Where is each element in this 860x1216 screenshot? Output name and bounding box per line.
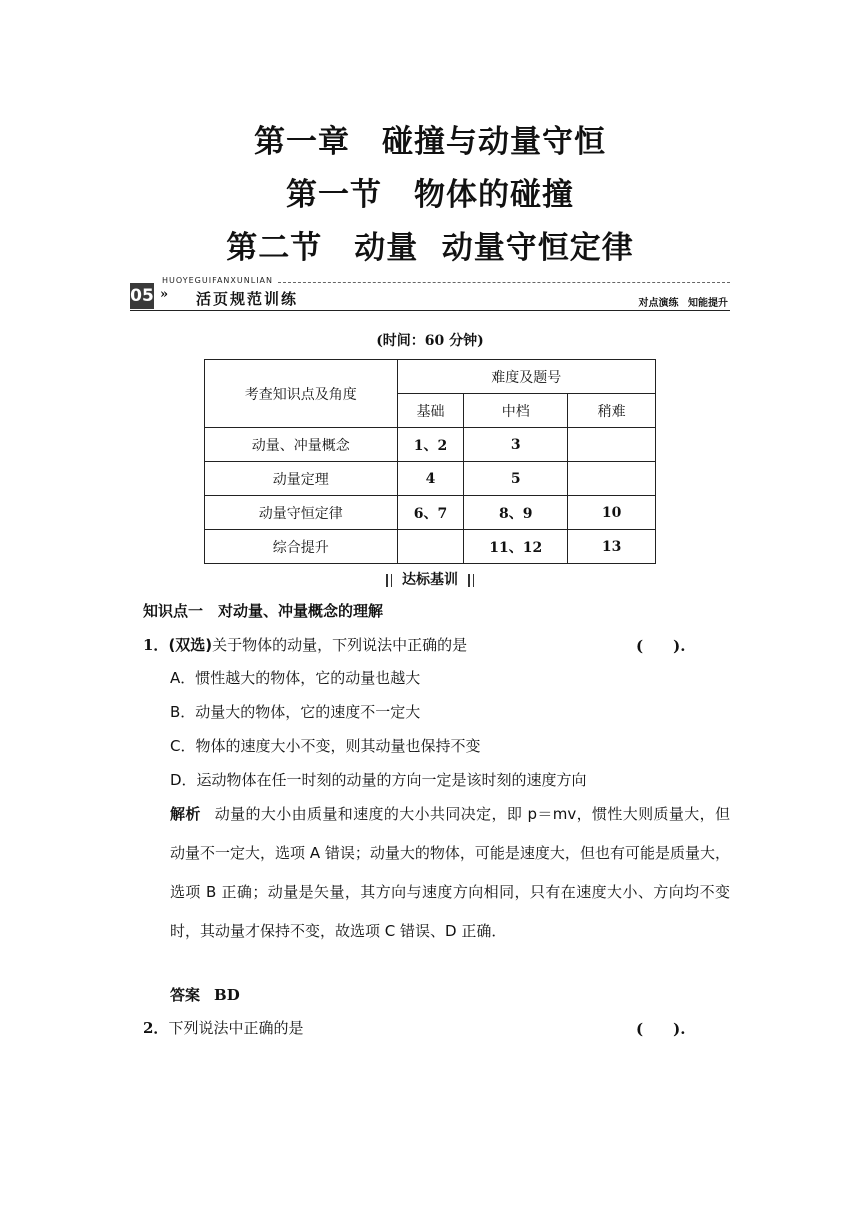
table-cell-basic: 1、2 [397,428,464,462]
section-title-1: 第一节 物体的碰撞 [286,177,574,213]
question-text: 关于物体的动量，下列说法中正确的是 [212,636,468,654]
banner-underline [130,310,730,311]
question-text: 下列说法中正确的是 [168,1019,304,1037]
table-cell-basic: 6、7 [397,496,464,530]
banner-right-text: 对点演练 知能提升 [638,298,728,309]
option-d: D．运动物体在任一时刻的动量的方向一定是该时刻的速度方向 [170,771,587,789]
option-c: C．物体的速度大小不变，则其动量也保持不变 [170,737,481,755]
table-level-basic: 基础 [397,394,464,428]
analysis-text: 动量的大小由质量和速度的大小共同决定，即 p＝mv，惯性大则质量大，但动量不一定大，选项 A 错误；动量大的物体，可能是速度大，但也有可能是质量大，选项 B 正确；动量是矢量，其方向与速度方向相同，只有在速度大小、方向均不变时，其动量才保持不变，故选项 C 错误、D 正确． [170,805,730,940]
time-note: (时间：60 分钟) [376,333,484,349]
question-2-stem [143,1017,303,1038]
section-title-2: 第二节 动量 动量守恒定律 [226,230,634,266]
table-cell-hard [568,462,656,496]
double-bar-icon [468,574,474,587]
question-number: 2． [143,1019,169,1037]
question-number: 1． [143,636,169,654]
banner-dashed-line [278,282,730,283]
difficulty-table [204,359,656,564]
exercise-banner [130,276,730,312]
table-row [205,428,656,462]
table-cell-medium: 8、9 [464,496,568,530]
answer-line [170,984,240,1005]
table-level-hard: 稍难 [568,394,656,428]
table-level-medium: 中档 [464,394,568,428]
double-bar-icon [386,574,392,587]
answer-paren: ( ). [636,637,686,655]
table-cell-hard: 10 [568,496,656,530]
table-cell-topic: 动量定理 [205,462,398,496]
table-row [205,462,656,496]
question-tag: (双选) [168,636,213,654]
table-cell-basic: 4 [397,462,464,496]
banner-pinyin: HUOYEGUIFANXUNLIAN [162,276,274,285]
table-cell-medium: 11、12 [464,530,568,564]
answer-paren: ( ). [636,1020,686,1038]
section-mark-label: 达标基训 [402,572,458,588]
table-cell-basic [397,530,464,564]
question-1-stem [143,634,467,655]
option-b: B．动量大的物体，它的速度不一定大 [170,703,421,721]
answer-label: 答案 [170,986,201,1004]
chapter-title: 第一章 碰撞与动量守恒 [254,124,606,160]
section-mark [0,569,860,589]
table-header-difficulty: 难度及题号 [397,360,655,394]
table-cell-topic: 综合提升 [205,530,398,564]
analysis-label: 解析 [170,805,201,823]
table-header-topic: 考查知识点及角度 [205,360,398,428]
option-a: A．惯性越大的物体，它的动量也越大 [170,669,421,687]
table-cell-topic: 动量守恒定律 [205,496,398,530]
banner-label: 活页规范训练 [196,290,299,308]
table-cell-hard: 13 [568,530,656,564]
banner-number-badge: 05 [130,283,154,309]
double-chevron-icon: » [160,287,169,302]
analysis-paragraph [170,795,730,951]
table-row [205,530,656,564]
table-cell-medium: 3 [464,428,568,462]
table-cell-hard [568,428,656,462]
answer-value: BD [214,986,240,1004]
knowledge-point-heading: 知识点一 对动量、冲量概念的理解 [143,602,384,620]
table-row [205,496,656,530]
table-cell-topic: 动量、冲量概念 [205,428,398,462]
table-cell-medium: 5 [464,462,568,496]
